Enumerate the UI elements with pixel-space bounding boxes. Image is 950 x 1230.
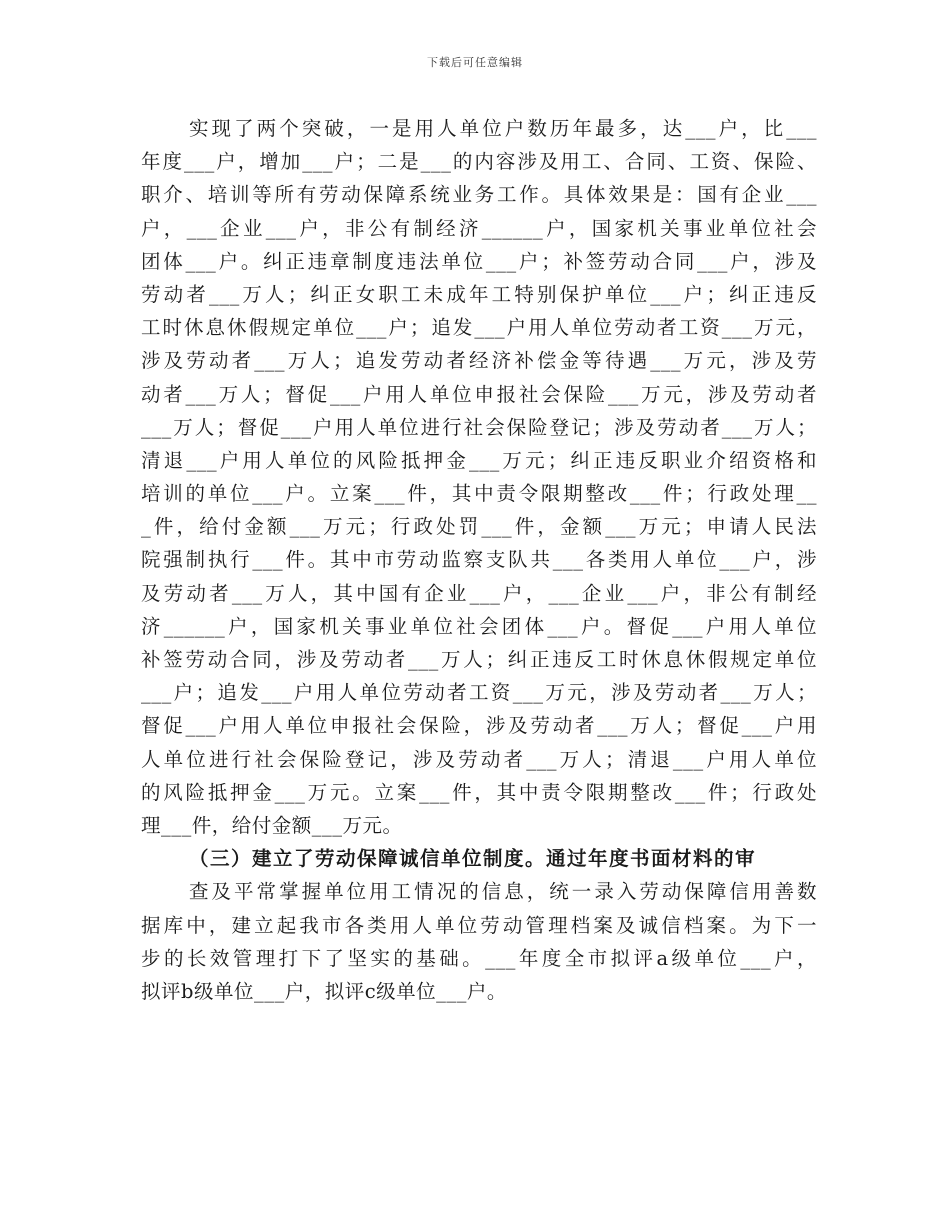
page-header: 下载后可任意编辑 <box>427 56 523 69</box>
text-line: 及劳动者___万人，其中国有企业___户，___企业___户，非公有制经 <box>141 581 817 605</box>
text-line: 实现了两个突破，一是用人单位户数历年最多，达___户，比___ <box>189 117 817 140</box>
text-line: 清退___户用人单位的风险抵押金___万元；纠正违反职业介绍资格和 <box>141 448 817 472</box>
text-line: 户，___企业___户，非公有制经济______户，国家机关事业单位社会 <box>141 216 817 240</box>
text-line: 补签劳动合同，涉及劳动者___万人；纠正违反工时休息休假规定单位 <box>141 648 817 671</box>
text-line: 拟评b级单位___户，拟评c级单位___户。 <box>141 979 507 1003</box>
text-line: 院强制执行___件。其中市劳动监察支队共___各类用人单位___户，涉 <box>141 548 817 572</box>
text-line: 职介、培训等所有劳动保障系统业务工作。具体效果是：国有企业___ <box>141 183 817 207</box>
text-line: 理___件，给付金额___万元。 <box>141 813 403 837</box>
text-line: 督促___户用人单位申报社会保险，涉及劳动者___万人；督促___户用 <box>141 714 817 738</box>
text-line: 步的长效管理打下了坚实的基础。___年度全市拟评a级单位___户， <box>141 946 817 970</box>
text-line: 的风险抵押金___万元。立案___件，其中责令限期整改___件；行政处 <box>141 780 817 804</box>
text-line: _件，给付金额___万元；行政处罚___件，金额___万元；申请人民法 <box>141 515 817 539</box>
text-line: ___万人；督促___户用人单位进行社会保险登记；涉及劳动者___万人； <box>141 415 817 439</box>
text-line: 年度___户，增加___户；二是___的内容涉及用工、合同、工资、保险、 <box>141 150 817 174</box>
text-line: 涉及劳动者___万人；追发劳动者经济补偿金等待遇___万元，涉及劳 <box>141 349 817 373</box>
text-line: 据库中，建立起我市各类用人单位劳动管理档案及诚信档案。为下一 <box>141 913 817 937</box>
text-line: 动者___万人；督促___户用人单位申报社会保险___万元，涉及劳动者 <box>141 382 817 406</box>
text-line: 济______户，国家机关事业单位社会团体___户。督促___户用人单位 <box>141 614 817 638</box>
text-line: ___户；追发___户用人单位劳动者工资___万元，涉及劳动者___万人； <box>141 681 817 705</box>
text-line: 培训的单位___户。立案___件，其中责令限期整改___件；行政处理__ <box>141 482 817 506</box>
text-line: 团体___户。纠正违章制度违法单位___户；补签劳动合同___户，涉及 <box>141 249 817 273</box>
text-line: 工时休息休假规定单位___户；追发___户用人单位劳动者工资___万元， <box>141 316 817 340</box>
document-body <box>141 112 817 1008</box>
text-line: 查及平常掌握单位用工情况的信息，统一录入劳动保障信用善数 <box>189 880 817 904</box>
text-line: 劳动者___万人；纠正女职工未成年工特别保护单位___户；纠正违反 <box>141 282 817 306</box>
section-heading: （三）建立了劳动保障诚信单位制度。通过年度书面材料的审 <box>189 847 757 871</box>
text-line: 人单位进行社会保险登记，涉及劳动者___万人；清退___户用人单位 <box>141 747 817 771</box>
